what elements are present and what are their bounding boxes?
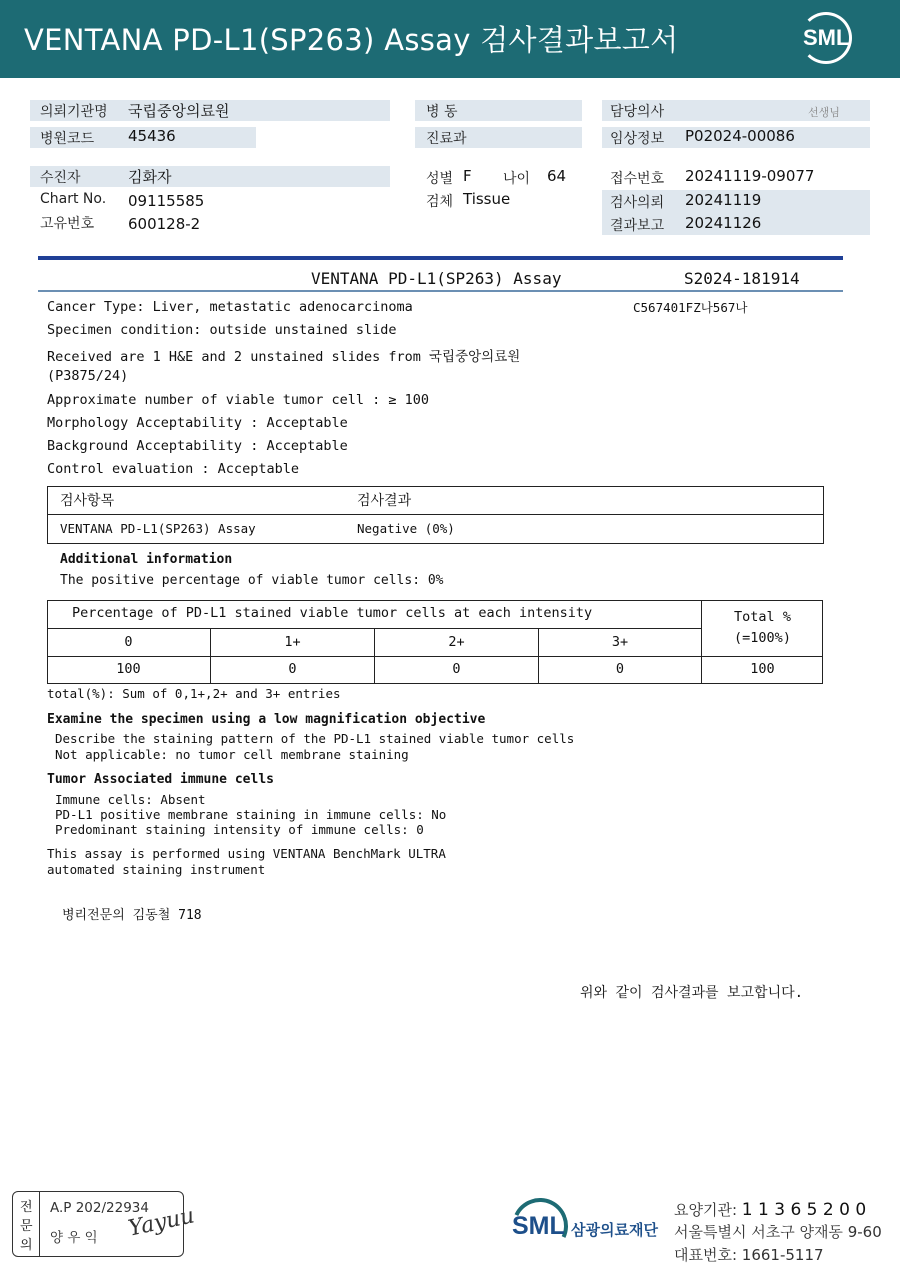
report-line: (P3875/24) [47, 368, 129, 384]
report-line: Control evaluation : Acceptable [47, 461, 299, 477]
assay-line: This assay is performed using VENTANA BenchMark ULTRA [47, 846, 446, 861]
chart-label: Chart No. [40, 191, 107, 207]
examine-line: Not applicable: no tumor cell membrane staining [55, 747, 409, 762]
age-label: 나이 [503, 171, 531, 187]
intensity-total: 100 [750, 661, 775, 677]
result-col-item-header: 검사항목 [60, 493, 115, 509]
examine-title: Examine the specimen using a low magnification objective [47, 712, 486, 727]
receipt-value: 20241119-09077 [685, 167, 815, 185]
intensity-col-header: 3+ [611, 634, 629, 650]
signature: Yayuu [126, 1203, 197, 1242]
intensity-col-header: 2+ [448, 634, 465, 650]
hospital-code-label: 병원코드 [40, 131, 95, 147]
immune-line: Predominant staining intensity of immune cells: 0 [55, 822, 424, 837]
report-line: Background Acceptability : Acceptable [47, 438, 348, 454]
agency-number: 1 1 3 6 5 2 0 0 [741, 1200, 867, 1220]
intensity-table-hline [47, 656, 823, 657]
report-subcode: C567401FZ나567나 [633, 300, 748, 315]
intensity-col-header: 0 [124, 634, 133, 650]
report-date-value: 20241126 [685, 214, 762, 232]
report-line: Approximate number of viable tumor cell : ≥ 100 [47, 392, 430, 408]
clinical-label: 임상정보 [610, 131, 665, 147]
additional-text: The positive percentage of viable tumor cells: 0% [60, 573, 444, 588]
report-line: Specimen condition: outside unstained slide [47, 322, 397, 338]
result-item: VENTANA PD-L1(SP263) Assay [60, 521, 256, 536]
report-date-label: 결과보고 [610, 218, 665, 234]
assay-line: automated staining instrument [47, 862, 266, 877]
doctor-label: 담당의사 [610, 104, 665, 120]
agency-label: 요양기관: [674, 1201, 742, 1219]
total-header-line1: Total % [734, 609, 791, 625]
result-table-divider [47, 514, 824, 515]
report-line: Received are 1 H&E and 2 unstained slides from 국립중앙의료원 [47, 349, 521, 365]
address: 서울특별시 서초구 양재동 9-60 [674, 1223, 882, 1241]
report-top-rule [38, 256, 843, 260]
request-value: 20241119 [685, 191, 762, 209]
age-value: 64 [547, 167, 567, 185]
receipt-label: 접수번호 [610, 171, 665, 187]
sex-label: 성별 [426, 171, 454, 187]
stamp-name: 양 우 익 [50, 1230, 98, 1246]
immune-line: Immune cells: Absent [55, 792, 206, 807]
report-header [0, 0, 900, 78]
stamp-side-char: 문 [20, 1219, 33, 1234]
unique-value: 600128-2 [128, 215, 201, 233]
institution-label: 의뢰기관명 [40, 104, 108, 120]
total-header-line2: (=100%) [734, 630, 791, 646]
phone-info [674, 1244, 824, 1265]
intensity-col-header: 1+ [284, 634, 301, 650]
stamp-side-char: 의 [20, 1238, 33, 1253]
intensity-value: 100 [116, 661, 141, 677]
intensity-header: Percentage of PD-L1 stained viable tumor cells at each intensity [72, 605, 593, 621]
specimen-value: Tissue [463, 190, 511, 208]
report-header-title: VENTANA PD-L1(SP263) Assay 검사결과보고서 [24, 23, 679, 57]
patient-value: 김화자 [128, 168, 172, 186]
result-col-result-header: 검사결과 [357, 493, 412, 509]
sex-value: F [463, 167, 472, 185]
institution-value: 국립중앙의료원 [128, 102, 230, 120]
report-sub-rule [38, 290, 843, 292]
unique-label: 고유번호 [40, 216, 95, 232]
closing-statement: 위와 같이 검사결과를 보고합니다. [580, 985, 804, 1001]
intensity-value: 0 [615, 661, 625, 677]
chart-value: 09115585 [128, 192, 205, 210]
total-note: total(%): Sum of 0,1+,2+ and 3+ entries [47, 686, 341, 701]
report-line: Cancer Type: Liver, metastatic adenocarcinoma [47, 299, 413, 315]
patient-bar [30, 166, 390, 187]
report-code: S2024-181914 [684, 269, 800, 288]
agency-info [674, 1199, 866, 1220]
sml-footer-logo: SML [512, 1212, 565, 1240]
ward-label: 병 동 [426, 104, 458, 120]
stamp-side-char: 전 [20, 1200, 33, 1215]
patient-label: 수진자 [40, 170, 81, 186]
clinical-value: P02024-00086 [685, 127, 795, 145]
result-value: Negative (0%) [357, 521, 455, 536]
additional-title: Additional information [60, 552, 233, 567]
dept-label: 진료과 [426, 131, 467, 147]
report-title: VENTANA PD-L1(SP263) Assay [311, 269, 562, 288]
stamp-id: A.P 202/22934 [50, 1200, 149, 1216]
hospital-code-value: 45436 [128, 127, 176, 145]
phone-number: 1661-5117 [741, 1246, 824, 1264]
examine-line: Describe the staining pattern of the PD-L1 stained viable tumor cells [55, 731, 575, 746]
foundation-name: 삼광의료재단 [571, 1221, 658, 1239]
doctor-suffix: 선생님 [808, 106, 840, 119]
immune-title: Tumor Associated immune cells [47, 772, 274, 787]
report-line: Morphology Acceptability : Acceptable [47, 415, 348, 431]
intensity-value: 0 [452, 661, 461, 677]
pathologist: 병리전문의 김동철 718 [62, 908, 202, 923]
request-label: 검사의뢰 [610, 195, 665, 211]
sml-header-logo: SML [803, 25, 850, 50]
phone-label: 대표번호: [674, 1246, 742, 1264]
intensity-value: 0 [288, 661, 297, 677]
specimen-label: 검체 [426, 194, 454, 210]
immune-line: PD-L1 positive membrane staining in immune cells: No [55, 807, 447, 822]
